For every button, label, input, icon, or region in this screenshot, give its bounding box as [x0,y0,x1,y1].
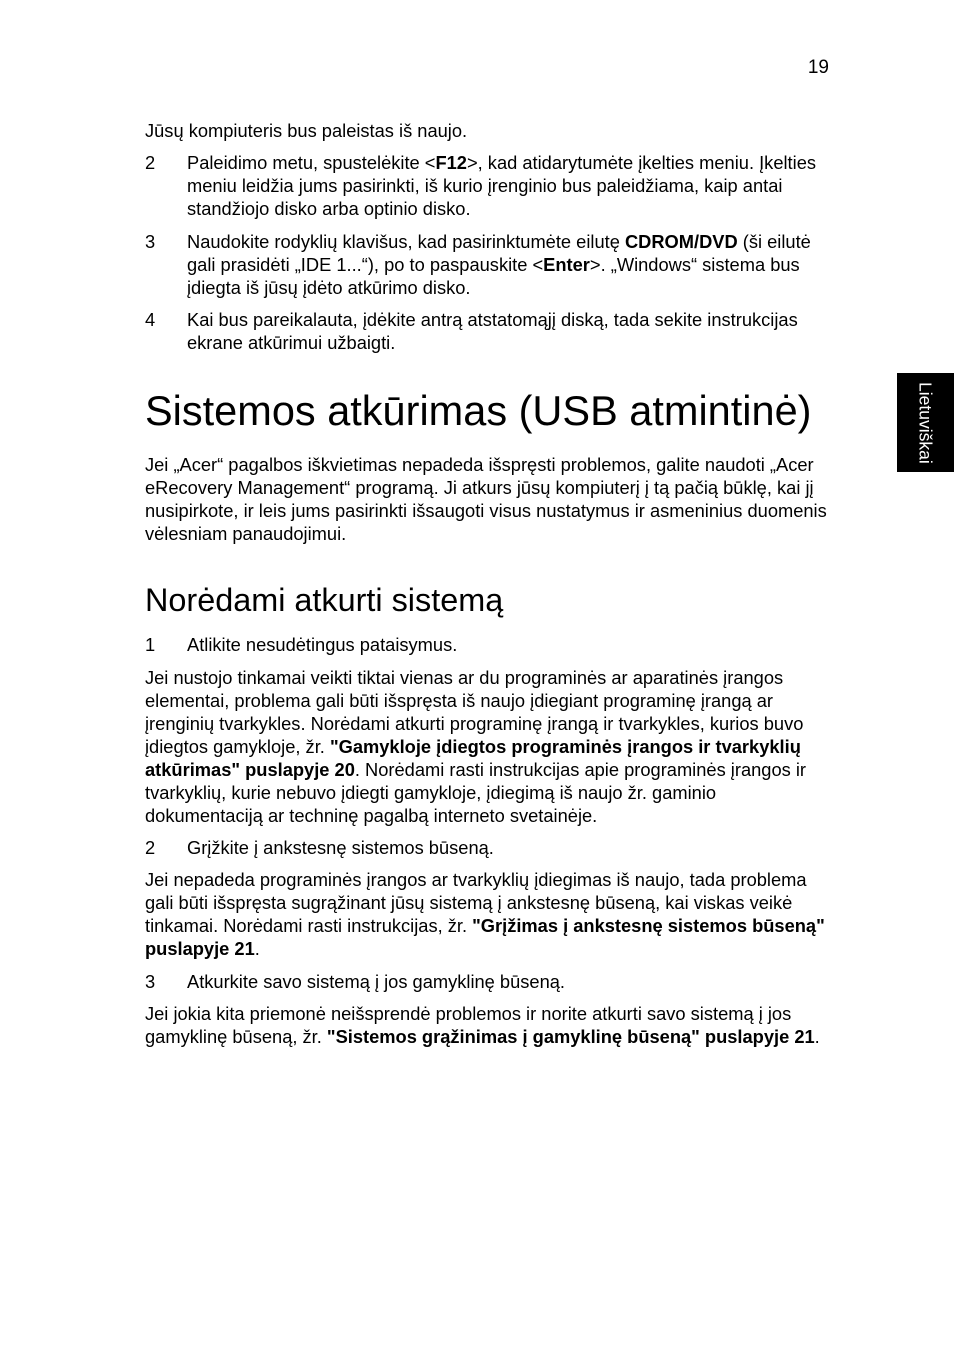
bold-text: F12 [435,151,467,173]
step-number: 2 [145,836,156,858]
text-line [187,253,811,276]
step-text [187,151,816,220]
text-line [187,836,494,859]
text-run: įrenginių tvarkykles. Norėdami atkurti programinę įrangą ir tvarkykles, kurios buvo [145,712,804,734]
step-text [187,308,798,354]
paragraph-lines [145,1002,820,1048]
page-number: 19 [807,57,829,78]
text-line [145,937,825,960]
text-line [187,970,565,993]
text-run: . Norėdami rasti instrukcijas apie programinės įrangos ir [354,758,806,780]
text-line [187,151,816,174]
text-run: >, kad atidarytumėte įkelties meniu. Įkelties [466,151,816,173]
language-side-tab [897,373,954,472]
text-run: dokumentaciją ar techninę pagalbą interneto svetainėje. [145,804,598,826]
paragraph-lines [145,119,467,142]
text-line [145,1002,820,1025]
bold-text: "Grįžimas į ankstesnę sistemos būseną" [472,914,825,936]
intro-paragraph [145,119,467,142]
text-line [187,331,798,354]
text-line [145,914,825,937]
text-run: . [254,937,260,959]
bold-text: "Sistemos grąžinimas į gamyklinę būseną" puslapyje 21 [326,1025,815,1047]
text-line [145,781,806,804]
section-intro-paragraph [145,453,827,545]
step-text [187,836,494,859]
text-run: . [814,1025,820,1047]
step-text [187,230,811,299]
text-line [145,453,827,476]
text-line [145,735,806,758]
text-line [145,499,827,522]
text-run: meniu leidžia jums pasirinkti, iš kurio įrenginio bus paleidžiama, kaip antai [187,174,783,196]
text-line [145,1025,820,1048]
text-run: gamyklinę būseną, žr. [145,1025,327,1047]
text-line [145,868,825,891]
text-line [145,891,825,914]
step-number: 2 [145,151,156,173]
text-run: Jūsų kompiuteris bus paleistas iš naujo. [145,119,468,141]
paragraph-lines [145,453,827,545]
text-run: gali prasidėti „IDE 1...“), po to paspauskite < [187,253,544,275]
text-line [145,689,806,712]
text-line [187,633,457,656]
text-run: ekrane atkūrimui užbaigti. [187,331,396,353]
text-line [145,666,806,689]
text-line [145,758,806,781]
side-tab-label: Lietuviškai [915,381,936,464]
text-run: įdiegta iš jūsų įdėto atkūrimo disko. [187,276,471,298]
bold-text: "Gamykloje įdiegtos programinės įrangos ir tvarkyklių [329,735,801,757]
bold-text: Enter [543,253,590,275]
text-run: >. „Windows“ sistema bus [589,253,800,275]
text-run: tinkamai. Norėdami rasti instrukcijas, žr. [145,914,473,936]
step-explanation [145,1002,820,1048]
text-run: gali būti išspręsta sugrąžinant jūsų sistemą į ankstesnę būseną, kai viskas veikė [145,891,793,913]
text-line [187,174,816,197]
text-run: Jei jokia kita priemonė neišsprendė problemos ir norite atkurti savo sistemą į jos [145,1002,792,1024]
step-explanation [145,666,806,827]
step-text [187,633,457,656]
text-run: Grįžkite į ankstesnę sistemos būseną. [187,836,494,858]
text-line [145,476,827,499]
text-run: Jei „Acer“ pagalbos iškvietimas nepadeda išspręsti problemos, galite naudoti „Acer [145,453,814,475]
bold-text: CDROM/DVD [624,230,738,252]
text-line [187,230,811,253]
text-run: nusipirkote, ir leis jums pasirinkti išsaugoti visus nustatymus ir asmeninius duomenis [145,499,827,521]
text-run: Jei nustojo tinkamai veikti tiktai vienas ar du programinės ar aparatinės įrangos [145,666,784,688]
text-run: standžiojo disko arba optinio disko. [187,197,471,219]
bold-text: atkūrimas" puslapyje 20 [145,758,355,780]
text-run: Kai bus pareikalauta, įdėkite antrą atstatomąjį diską, tada sekite instrukcijas [187,308,798,330]
text-run: (ši eilutė [737,230,811,252]
step-number: 4 [145,308,156,330]
text-run: Atkurkite savo sistemą į jos gamyklinę būseną. [187,970,565,992]
text-run: eRecovery Management“ programą. Ji atkurs jūsų kompiuterį į tą pačią būklę, kai jį [145,476,814,498]
text-run: vėlesniam panaudojimui. [145,522,347,544]
text-run: Atlikite nesudėtingus pataisymus. [187,633,458,655]
text-line [145,712,806,735]
step-explanation [145,868,825,960]
text-line [145,522,827,545]
step-number: 1 [145,633,156,655]
step-number: 3 [145,970,156,992]
text-line [187,308,798,331]
text-line [145,119,467,142]
text-run: Paleidimo metu, spustelėkite < [187,151,436,173]
text-line [187,197,816,220]
text-run: įdiegtos gamykloje, žr. [145,735,330,757]
section-title: Sistemos atkūrimas (USB atmintinė) [145,387,812,434]
text-run: tvarkyklių, kurie nebuvo įdiegti gamykloje, įdiegimą iš naujo žr. gaminio [145,781,717,803]
paragraph-lines [145,666,806,827]
text-line [145,804,806,827]
paragraph-lines [145,868,825,960]
bold-text: puslapyje 21 [145,937,255,959]
step-text [187,970,565,993]
text-line [187,276,811,299]
step-number: 3 [145,230,156,252]
text-run: elementai, problema gali būti išspręsta iš naujo įdiegiant programinę įrangą ar [145,689,774,711]
text-run: Naudokite rodyklių klavišus, kad pasirinktumėte eilutę [187,230,625,252]
text-run: Jei nepadeda programinės įrangos ar tvarkyklių įdiegimas iš naujo, tada problema [145,868,807,890]
subsection-title: Norėdami atkurti sistemą [145,582,504,618]
